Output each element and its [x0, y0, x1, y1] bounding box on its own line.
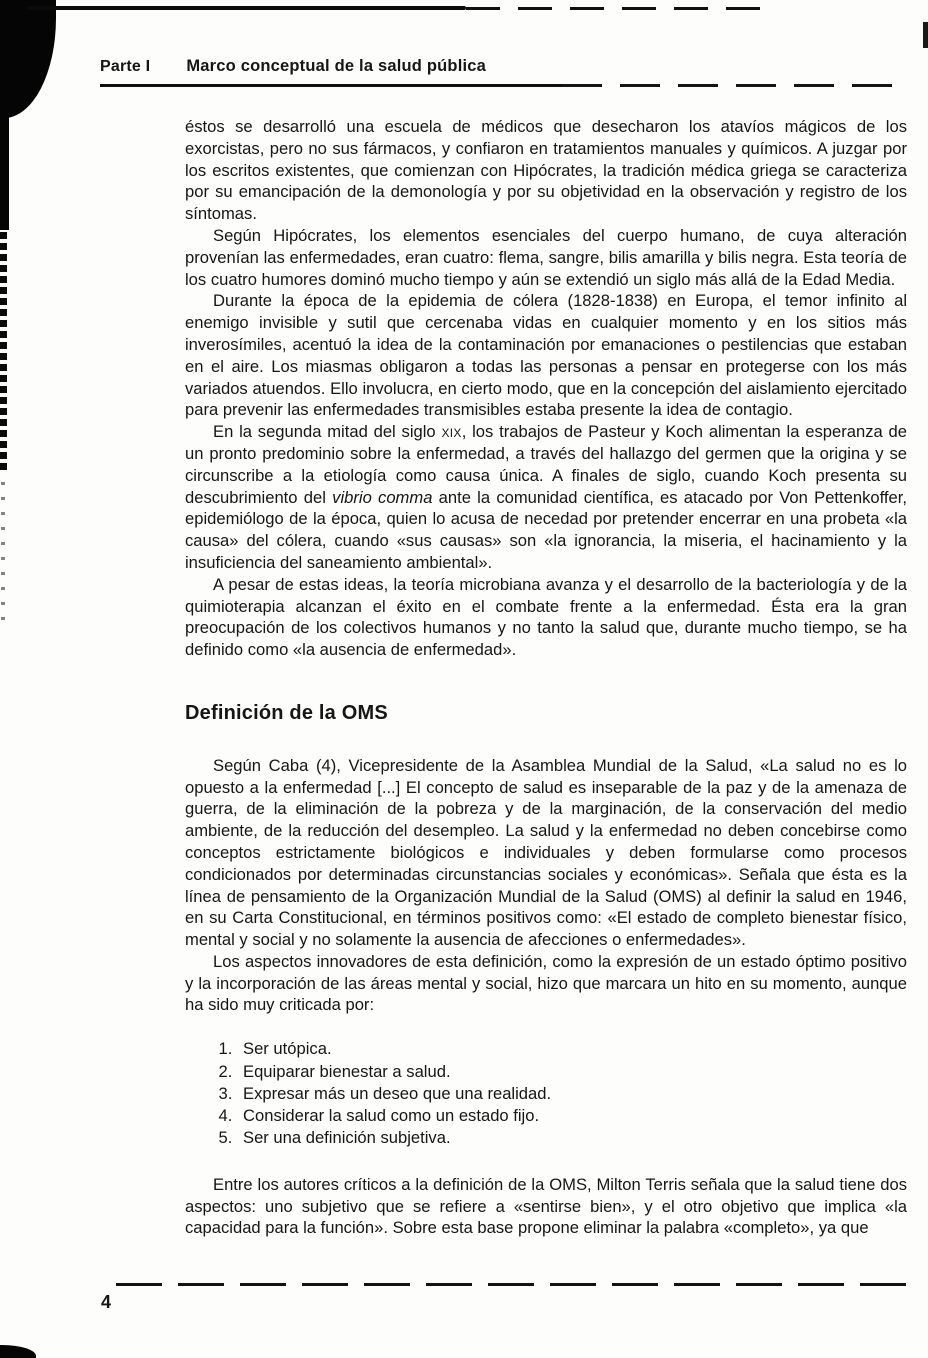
list-item: 1. Ser utópica.: [237, 1038, 907, 1060]
list-item: 2. Equiparar bienestar a salud.: [237, 1061, 907, 1083]
list-item: 5. Ser una definición subjetiva.: [237, 1127, 907, 1149]
chapter-title: Marco conceptual de la salud pública: [186, 57, 487, 75]
header-rule: [100, 84, 906, 87]
paragraph: Durante la época de la epidemia de cólera (1828-1838) en Europa, el temor infinito al enemigo invisible y sutil que cercenaba vidas en cualquier momento y en los sitios más inverosímiles, acentuó la idea de la contaminación por emanaciones o pestilencias que estaban en el aire. Los miasmas obligaron a todas las personas a pensar en protegerse con los más variados atuendos. Ello involucra, en cierto modo, que en la concepción del aislamiento ejercitado para prevenir las enfermedades transmisibles estaba presente la idea de contagio.: [185, 291, 907, 420]
scan-artifact-top-edge-dashes: [466, 7, 766, 10]
scan-artifact-right-edge-mark: [923, 22, 928, 48]
paragraph: A pesar de estas ideas, la teoría microbiana avanza y el desarrollo de la bacteriología y de la quimioterapia alcanzan el éxito en el combate frente a la enfermedad. Ésta era la gran preocupación de los colectivos humanos y no tanto la salud que, durante mucho tiempo, se ha definido como «la ausencia de enfermedad».: [185, 574, 907, 660]
page-body: [185, 116, 907, 1271]
list-item: 4. Considerar la salud como un estado fijo.: [237, 1105, 907, 1127]
scan-artifact-left-edge-solid: [0, 90, 9, 230]
footer-rule: [116, 1283, 906, 1286]
paragraph: Según Caba (4), Vicepresidente de la Asamblea Mundial de la Salud, «La salud no es lo opuesto a la enfermedad [...] El concepto de salud es inseparable de la paz y de la amenaza de guerra, de la eliminación de la pobreza y de la marginación, de la conservación del medio ambiente, de la reducción del desempleo. La salud y la enfermedad no deben concebirse como conceptos estrictamente biológicos e individuales y deben formularse como procesos condicionados por determinadas circunstancias sociales y económicas». Señala que ésta es la línea de pensamiento de la Organización Mundial de la Salud (OMS) al definir la salud en 1946, en su Carta Constitucional, en términos positivos como: «El estado de completo bienestar físico, mental y social y no solamente la ausencia de afecciones o enfermedades».: [185, 755, 907, 950]
scan-artifact-left-edge-dashes: [0, 230, 7, 470]
part-label: Parte I: [100, 58, 151, 75]
paragraph: Entre los autores críticos a la definición de la OMS, Milton Terris señala que la salud tiene dos aspectos: uno subjetivo que se refiere a «sentirse bien», y el otro objetivo que implica «la capacidad para la función». Sobre esta base propone eliminar la palabra «completo», ya que: [185, 1174, 907, 1238]
list-item: 3. Expresar más un deseo que una realidad.: [237, 1083, 907, 1105]
criticism-list: [185, 1038, 907, 1149]
page-number: 4: [101, 1292, 112, 1312]
running-head: [100, 57, 906, 76]
section-heading: Definición de la OMS: [185, 701, 388, 724]
paragraph: Los aspectos innovadores de esta definición, como la expresión de un estado óptimo positivo y la incorporación de las áreas mental y social, hizo que marcara un hito en su momento, aunque ha sido muy criticada por:: [185, 951, 907, 1015]
paragraph: éstos se desarrolló una escuela de médicos que desecharon los atavíos mágicos de los exorcistas, pero no sus fármacos, y confiaron en tratamientos manuales y químicos. A juzgar por los escritos existentes, que comienzan con Hipócrates, la tradición médica griega se caracteriza por su emancipación de la demonología y por su objetividad en la observación y registro de los síntomas.: [185, 117, 907, 224]
paragraph: Según Hipócrates, los elementos esenciales del cuerpo humano, de cuya alteración provenían las enfermedades, eran cuatro: flema, sangre, bilis amarilla y bilis negra. Esta teoría de los cuatro humores dominó mucho tiempo y aún se extendió un siglo más allá de la Edad Media.: [185, 225, 907, 289]
header-rule-dashed: [562, 84, 906, 87]
scan-artifact-bottom-left-corner: [0, 1345, 36, 1358]
header-rule-solid: [100, 84, 562, 87]
scan-artifact-top-edge-line: [26, 6, 466, 10]
paragraph: En la segunda mitad del siglo xix, los trabajos de Pasteur y Koch alimentan la esperanza de un pronto predominio sobre la enfermedad, a través del hallazgo del germen que la origina y se circunscribe a la etiología como causa única. A finales de siglo, cuando Koch presenta su descubrimiento del vibrio comma ante la comunidad científica, es atacado por Von Pettenkoffer, epidemiólogo de la época, quien lo acusa de necedad por pretender encerrar en una probeta «la causa» del cólera, cuando «sus causas» son «la ignorancia, la miseria, el hacinamiento y la insuficiencia del saneamiento ambiental».: [185, 422, 907, 572]
scan-artifact-left-edge-faint: [1, 470, 5, 620]
